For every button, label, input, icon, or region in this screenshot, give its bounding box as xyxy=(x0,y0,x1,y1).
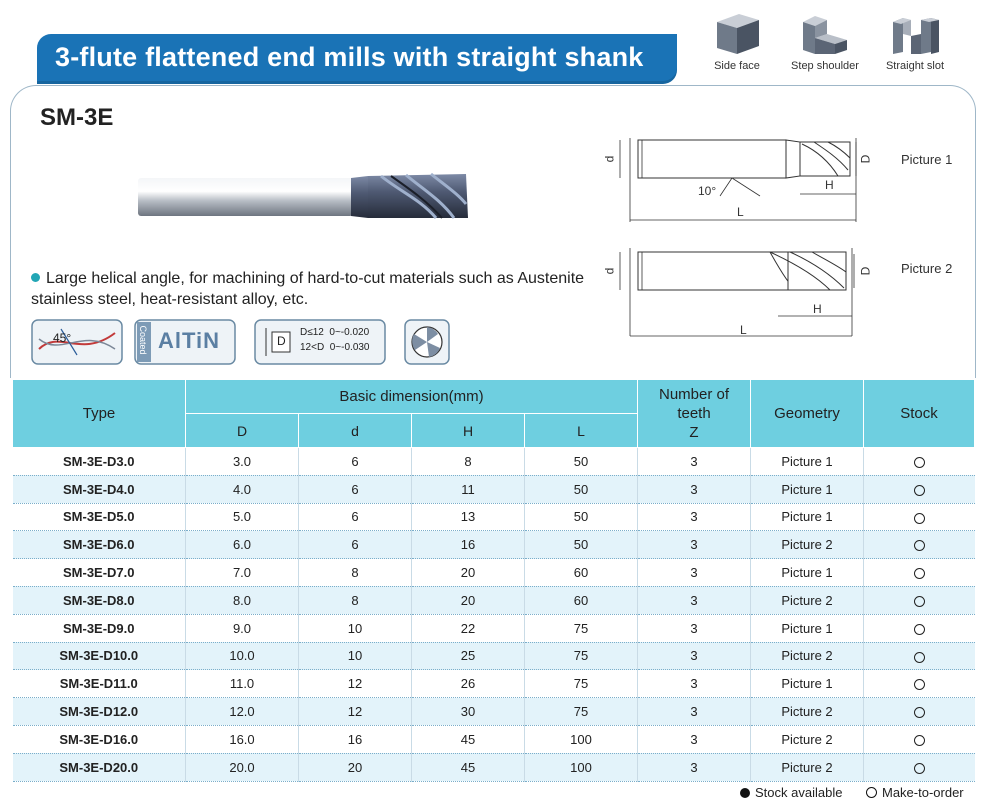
picture-1-dim-D: D xyxy=(858,154,873,164)
cell-z: 3 xyxy=(638,725,751,753)
cell-z: 3 xyxy=(638,698,751,726)
cell-type: SM-3E-D9.0 xyxy=(13,614,186,642)
table-row xyxy=(13,725,975,753)
cell-type: SM-3E-D3.0 xyxy=(13,448,186,476)
flute-count-badge xyxy=(404,319,450,365)
open-circle-icon xyxy=(866,787,877,798)
cell-type: SM-3E-D5.0 xyxy=(13,503,186,531)
cell-d: 20.0 xyxy=(186,753,299,781)
cell-d: 6 xyxy=(299,448,412,476)
header-type: Type xyxy=(13,380,186,448)
cell-stock xyxy=(864,698,975,726)
page-title: 3-flute flattened end mills with straight shank xyxy=(55,42,644,72)
coated-label: Coated xyxy=(138,325,148,355)
header-L: L xyxy=(525,414,638,448)
helix-angle-badge xyxy=(31,319,123,365)
helix-angle-value: 45° xyxy=(53,331,72,345)
picture-1-dim-d: d xyxy=(602,155,617,163)
cell-l: 100 xyxy=(525,725,638,753)
cell-type: SM-3E-D7.0 xyxy=(13,559,186,587)
table-row xyxy=(13,559,975,587)
cell-h: 30 xyxy=(412,698,525,726)
cell-d: 5.0 xyxy=(186,503,299,531)
cell-d: 6.0 xyxy=(186,531,299,559)
tolerance-line-2: 12<D 0~-0.030 xyxy=(300,342,370,353)
cell-l: 50 xyxy=(525,475,638,503)
cell-d: 6 xyxy=(299,503,412,531)
table-row xyxy=(13,475,975,503)
cell-geometry: Picture 2 xyxy=(751,698,864,726)
header-H: H xyxy=(412,414,525,448)
picture-2-dim-L: L xyxy=(740,323,747,337)
cell-type: SM-3E-D8.0 xyxy=(13,586,186,614)
table-row xyxy=(13,753,975,781)
cell-h: 45 xyxy=(412,725,525,753)
machining-type-label: Step shoulder xyxy=(791,60,859,72)
picture-1-angle: 10° xyxy=(698,184,717,198)
cell-stock xyxy=(864,725,975,753)
legend-make-to-order-label: Make-to-order xyxy=(882,785,964,800)
side-face-icon xyxy=(709,8,765,58)
cell-z: 3 xyxy=(638,753,751,781)
open-circle-icon xyxy=(914,679,925,690)
picture-1-dim-H: H xyxy=(825,178,834,192)
cell-z: 3 xyxy=(638,559,751,587)
cell-geometry: Picture 2 xyxy=(751,725,864,753)
legend-stock-available-label: Stock available xyxy=(755,785,843,800)
cell-l: 100 xyxy=(525,753,638,781)
open-circle-icon xyxy=(914,513,925,524)
cell-h: 8 xyxy=(412,448,525,476)
cell-geometry: Picture 1 xyxy=(751,503,864,531)
cell-stock xyxy=(864,475,975,503)
cell-stock xyxy=(864,559,975,587)
cell-z: 3 xyxy=(638,586,751,614)
header-teeth-line-3: Z xyxy=(689,424,699,441)
cell-z: 3 xyxy=(638,503,751,531)
header-geometry: Geometry xyxy=(751,380,864,448)
cell-stock xyxy=(864,448,975,476)
cell-stock xyxy=(864,531,975,559)
cell-geometry: Picture 2 xyxy=(751,753,864,781)
cell-d: 12 xyxy=(299,698,412,726)
cell-geometry: Picture 2 xyxy=(751,531,864,559)
cell-h: 16 xyxy=(412,531,525,559)
open-circle-icon xyxy=(914,763,925,774)
cell-l: 50 xyxy=(525,531,638,559)
cell-d: 3.0 xyxy=(186,448,299,476)
page-title-bar xyxy=(37,34,677,84)
tolerance-symbol: D xyxy=(277,334,286,348)
coating-name: AlTiN xyxy=(158,328,221,353)
cell-h: 20 xyxy=(412,559,525,587)
cell-h: 22 xyxy=(412,614,525,642)
header-basic-dimension: Basic dimension(mm) xyxy=(186,380,638,414)
cell-h: 25 xyxy=(412,642,525,670)
header-teeth xyxy=(638,380,751,448)
cell-d: 10 xyxy=(299,642,412,670)
cell-d: 16.0 xyxy=(186,725,299,753)
cell-geometry: Picture 2 xyxy=(751,586,864,614)
cell-l: 50 xyxy=(525,448,638,476)
product-model: SM-3E xyxy=(40,104,114,131)
cell-d: 6 xyxy=(299,531,412,559)
picture-2-dim-H: H xyxy=(813,302,822,316)
cell-d: 16 xyxy=(299,725,412,753)
spec-table xyxy=(12,379,975,782)
machining-type-step-shoulder xyxy=(790,8,860,72)
cell-d: 8.0 xyxy=(186,586,299,614)
cell-geometry: Picture 2 xyxy=(751,642,864,670)
picture-2-dim-d: d xyxy=(602,267,617,275)
cell-stock xyxy=(864,503,975,531)
cell-type: SM-3E-D6.0 xyxy=(13,531,186,559)
cell-type: SM-3E-D4.0 xyxy=(13,475,186,503)
cell-stock xyxy=(864,614,975,642)
cell-l: 60 xyxy=(525,559,638,587)
header-teeth-line-1: Number of xyxy=(659,386,730,403)
cell-d: 6 xyxy=(299,475,412,503)
product-feature xyxy=(31,268,591,310)
cell-d: 10 xyxy=(299,614,412,642)
header-stock: Stock xyxy=(864,380,975,448)
open-circle-icon xyxy=(914,568,925,579)
cell-z: 3 xyxy=(638,642,751,670)
cell-geometry: Picture 1 xyxy=(751,448,864,476)
machining-type-label: Side face xyxy=(714,60,760,72)
cell-h: 45 xyxy=(412,753,525,781)
step-shoulder-icon xyxy=(797,8,853,58)
header-d: d xyxy=(299,414,412,448)
legend-make-to-order xyxy=(866,785,964,800)
cell-l: 50 xyxy=(525,503,638,531)
cell-l: 75 xyxy=(525,642,638,670)
cell-d: 9.0 xyxy=(186,614,299,642)
straight-slot-icon xyxy=(887,8,943,58)
cell-type: SM-3E-D12.0 xyxy=(13,698,186,726)
cell-type: SM-3E-D20.0 xyxy=(13,753,186,781)
cell-z: 3 xyxy=(638,670,751,698)
table-row xyxy=(13,586,975,614)
open-circle-icon xyxy=(914,707,925,718)
bullet-icon xyxy=(31,273,40,282)
cell-z: 3 xyxy=(638,531,751,559)
cell-z: 3 xyxy=(638,475,751,503)
header-teeth-line-2: teeth xyxy=(677,405,711,422)
open-circle-icon xyxy=(914,540,925,551)
open-circle-icon xyxy=(914,457,925,468)
picture-1-label: Picture 1 xyxy=(901,152,953,167)
cell-z: 3 xyxy=(638,448,751,476)
cell-stock xyxy=(864,753,975,781)
three-flute-icon xyxy=(404,319,450,365)
product-feature-text: Large helical angle, for machining of hard-to-cut materials such as Austenite stainless steel, heat-resistant alloy, etc. xyxy=(31,270,585,308)
end-mill-photo xyxy=(136,170,471,222)
tolerance-badge xyxy=(254,319,386,365)
picture-2-label: Picture 2 xyxy=(901,261,953,276)
table-row xyxy=(13,448,975,476)
cell-l: 60 xyxy=(525,586,638,614)
coating-badge xyxy=(134,319,236,365)
cell-d: 8 xyxy=(299,559,412,587)
open-circle-icon xyxy=(914,596,925,607)
helix-angle-icon xyxy=(31,319,123,365)
cell-l: 75 xyxy=(525,670,638,698)
machining-type-straight-slot xyxy=(880,8,950,72)
cell-d: 8 xyxy=(299,586,412,614)
cell-d: 10.0 xyxy=(186,642,299,670)
table-row xyxy=(13,698,975,726)
cell-stock xyxy=(864,586,975,614)
cell-geometry: Picture 1 xyxy=(751,670,864,698)
picture-2-dim-D: D xyxy=(858,266,873,276)
cell-h: 13 xyxy=(412,503,525,531)
table-row xyxy=(13,614,975,642)
cell-geometry: Picture 1 xyxy=(751,559,864,587)
open-circle-icon xyxy=(914,624,925,635)
table-row xyxy=(13,531,975,559)
cell-stock xyxy=(864,642,975,670)
cell-d: 20 xyxy=(299,753,412,781)
cell-h: 26 xyxy=(412,670,525,698)
picture-1-dim-L: L xyxy=(737,205,744,219)
cell-stock xyxy=(864,670,975,698)
table-row xyxy=(13,670,975,698)
header-D: D xyxy=(186,414,299,448)
filled-circle-icon xyxy=(740,788,750,798)
cell-d: 7.0 xyxy=(186,559,299,587)
cell-type: SM-3E-D10.0 xyxy=(13,642,186,670)
cell-l: 75 xyxy=(525,698,638,726)
machining-type-label: Straight slot xyxy=(885,60,945,72)
cell-h: 20 xyxy=(412,586,525,614)
cell-d: 11.0 xyxy=(186,670,299,698)
cell-l: 75 xyxy=(525,614,638,642)
cell-geometry: Picture 1 xyxy=(751,475,864,503)
tolerance-line-1: D≤12 0~-0.020 xyxy=(300,327,370,338)
legend-stock-available xyxy=(740,785,842,800)
cell-d: 12 xyxy=(299,670,412,698)
open-circle-icon xyxy=(914,735,925,746)
machining-type-side-face xyxy=(702,8,772,72)
cell-z: 3 xyxy=(638,614,751,642)
cell-d: 4.0 xyxy=(186,475,299,503)
cell-geometry: Picture 1 xyxy=(751,614,864,642)
cell-type: SM-3E-D11.0 xyxy=(13,670,186,698)
open-circle-icon xyxy=(914,485,925,496)
table-row xyxy=(13,503,975,531)
table-row xyxy=(13,642,975,670)
cell-d: 12.0 xyxy=(186,698,299,726)
cell-h: 11 xyxy=(412,475,525,503)
open-circle-icon xyxy=(914,652,925,663)
cell-type: SM-3E-D16.0 xyxy=(13,725,186,753)
